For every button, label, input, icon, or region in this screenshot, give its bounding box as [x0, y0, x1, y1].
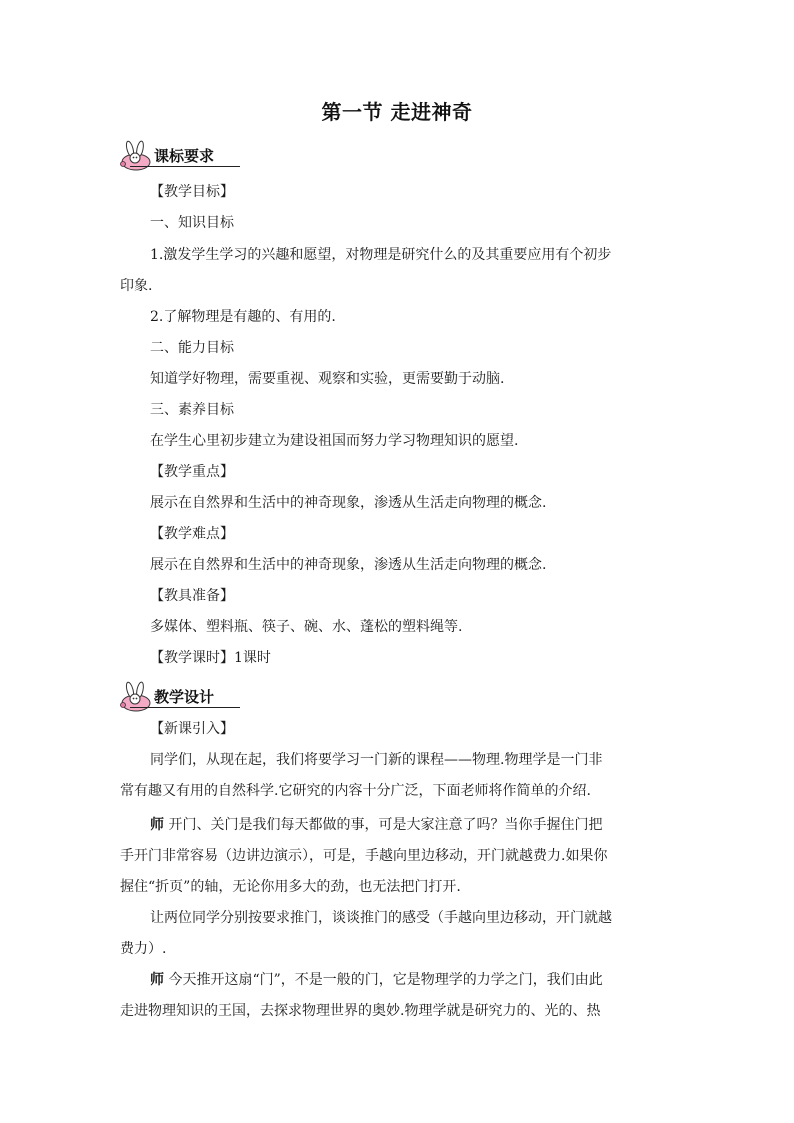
p2-line3: 握住“折页”的轴，无论你用多大的劲，也无法把门打开. — [120, 879, 461, 895]
p4-line1-text: 今天推开这扇“门”，不是一般的门，它是物理学的力学之门，我们由此 — [164, 972, 603, 988]
section-underline — [130, 166, 240, 167]
section-header-standards — [116, 140, 240, 170]
goal1-line2: 印象. — [120, 278, 153, 294]
section-label-design: 教学设计 — [154, 688, 215, 706]
teacher-mark: 师 — [150, 972, 164, 988]
hours-text: 【教学课时】1课时 — [150, 650, 271, 666]
p2-line1 — [0, 815, 794, 835]
page-title: 第一节 走进神奇 — [321, 100, 473, 124]
p4-line2: 走进物理知识的王国，去探求物理世界的奥妙.物理学就是研究力的、光的、热 — [120, 1003, 601, 1019]
heading-intro: 【新课引入】 — [150, 721, 234, 737]
ability-text: 知道学好物理，需要重视、观察和实验，更需要勤于动脑. — [150, 371, 505, 387]
heading-ability: 二、能力目标 — [150, 340, 234, 356]
teacher-mark: 师 — [150, 817, 164, 833]
p1-line1: 同学们，从现在起，我们将要学习一门新的课程——物理.物理学是一门非 — [150, 752, 603, 768]
section-header-design — [116, 681, 240, 711]
heading-quality: 三、素养目标 — [150, 402, 234, 418]
heading-knowledge: 一、知识目标 — [150, 215, 234, 231]
p4-line1 — [0, 970, 794, 990]
section-label-standards: 课标要求 — [154, 147, 215, 165]
goal1-line1: 1.激发学生学习的兴趣和愿望，对物理是研究什么的及其重要应用有个初步 — [150, 247, 612, 263]
key-text: 展示在自然界和生活中的神奇现象，渗透从生活走向物理的概念. — [150, 495, 547, 511]
p3-line2: 费力）. — [120, 941, 167, 957]
goal2: 2.了解物理是有趣的、有用的. — [150, 309, 336, 325]
p3-line1: 让两位同学分别按要求推门，谈谈推门的感受（手越向里边移动，开门就越 — [150, 910, 612, 926]
section-underline — [130, 707, 240, 708]
bunny-mascot-icon — [116, 140, 156, 172]
p2-line1-text: 开门、关门是我们每天都做的事，可是大家注意了吗？当你手握住门把 — [164, 817, 603, 833]
heading-goals: 【教学目标】 — [150, 184, 234, 200]
difficult-text: 展示在自然界和生活中的神奇现象，渗透从生活走向物理的概念. — [150, 557, 547, 573]
p2-line2: 手开门非常容易（边讲边演示），可是，手越向里边移动，开门就越费力.如果你 — [120, 848, 608, 864]
heading-key: 【教学重点】 — [150, 464, 234, 480]
bunny-mascot-icon — [116, 681, 156, 713]
p1-line2: 常有趣又有用的自然科学.它研究的内容十分广泛，下面老师将作简单的介绍. — [120, 783, 591, 799]
quality-text: 在学生心里初步建立为建设祖国而努力学习物理知识的愿望. — [150, 433, 519, 449]
heading-tools: 【教具准备】 — [150, 588, 234, 604]
heading-difficult: 【教学难点】 — [150, 526, 234, 542]
tools-text: 多媒体、塑料瓶、筷子、碗、水、蓬松的塑料绳等. — [150, 619, 463, 635]
